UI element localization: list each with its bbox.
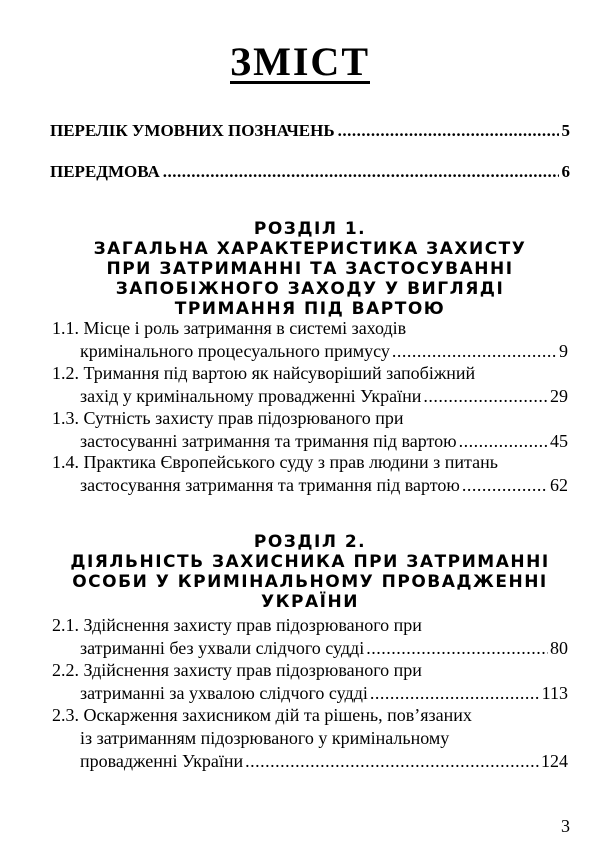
- section-heading-line: ТРИМАННЯ ПІД ВАРТОЮ: [174, 299, 446, 319]
- section-heading-line: ЗАПОБІЖНОГО ЗАХОДУ У ВИГЛЯДІ: [115, 279, 505, 299]
- page-title: ЗМІСТ: [230, 39, 370, 84]
- toc-entry-2-3: [52, 704, 568, 773]
- toc-entry-line: 2.3. Оскарження захисником дій та рішень, пов’язаних: [52, 705, 472, 725]
- dot-leader: [423, 385, 548, 408]
- toc-entry-line: захід у кримінальному провадженні України: [80, 386, 422, 406]
- toc-entry-line: застосування затримання та тримання під вартою: [80, 475, 460, 495]
- toc-entry-label: ПЕРЕЛІК УМОВНИХ ПОЗНАЧЕНЬ: [50, 121, 335, 140]
- toc-entry-page: 80: [550, 638, 568, 658]
- dot-leader: [338, 121, 559, 141]
- dot-leader: [459, 430, 548, 453]
- toc-entry-line: 2.1. Здійснення захисту прав підозрюваного при: [52, 615, 422, 635]
- toc-entry-line: 1.1. Місце і роль затримання в системі заходів: [52, 318, 407, 338]
- toc-entry-page: 6: [561, 162, 570, 181]
- section-heading-line: ЗАГАЛЬНА ХАРАКТЕРИСТИКА ЗАХИСТУ: [93, 239, 527, 259]
- toc-entry-line: затриманні за ухвалою слідчого судді: [80, 683, 368, 703]
- toc-entry-page: 45: [550, 431, 568, 451]
- section-heading-line: РОЗДІЛ 1.: [253, 219, 367, 239]
- section-heading-line: РОЗДІЛ 2.: [253, 532, 367, 552]
- toc-entry-line: 1.2. Тримання під вартою як найсуворіший запобіжний: [52, 363, 476, 383]
- toc-entry-page: 62: [550, 475, 568, 495]
- dot-leader: [163, 162, 559, 182]
- page-number: 3: [561, 816, 570, 836]
- toc-entry-line: 1.3. Сутність захисту прав підозрюваного при: [52, 408, 404, 428]
- toc-entry-page: 29: [550, 386, 568, 406]
- toc-entry-page: 9: [559, 341, 568, 361]
- dot-leader: [392, 340, 557, 363]
- toc-entry-1-3: [52, 407, 568, 453]
- toc-entry-1-4: [52, 451, 568, 497]
- toc-entry-page: 124: [541, 751, 568, 771]
- dot-leader: [370, 682, 540, 705]
- toc-entry-abbreviations: [50, 121, 570, 141]
- toc-entry-2-1: [52, 614, 568, 660]
- section-1-heading: [40, 219, 580, 319]
- toc-entry-preface: [50, 162, 570, 182]
- section-2-heading: [40, 532, 580, 612]
- dot-leader: [245, 750, 539, 773]
- toc-entry-line: затриманні без ухвали слідчого судді: [80, 638, 365, 658]
- toc-entry-label: ПЕРЕДМОВА: [50, 162, 160, 181]
- toc-entry-1-1: [52, 317, 568, 363]
- toc-entry-line: 1.4. Практика Європейського суду з прав людини з питань: [52, 452, 498, 472]
- dot-leader: [462, 474, 548, 497]
- toc-entry-1-2: [52, 362, 568, 408]
- toc-entry-line: кримінального процесуального примусу: [80, 341, 390, 361]
- section-heading-line: ДІЯЛЬНІСТЬ ЗАХИСНИКА ПРИ ЗАТРИМАННІ: [70, 552, 550, 572]
- dot-leader: [366, 637, 548, 660]
- section-heading-line: ПРИ ЗАТРИМАННІ ТА ЗАСТОСУВАННІ: [106, 259, 514, 279]
- toc-entry-2-2: [52, 659, 568, 705]
- section-heading-line: УКРАЇНИ: [261, 592, 359, 612]
- toc-entry-page: 5: [561, 121, 570, 140]
- toc-entry-line: застосуванні затримання та тримання під вартою: [80, 431, 457, 451]
- toc-entry-line: із затриманням підозрюваного у кримінальному: [80, 728, 450, 748]
- toc-entry-page: 113: [541, 683, 568, 703]
- section-heading-line: ОСОБИ У КРИМІНАЛЬНОМУ ПРОВАДЖЕННІ: [72, 572, 548, 592]
- toc-entry-line: 2.2. Здійснення захисту прав підозрюваного при: [52, 660, 422, 680]
- toc-entry-line: провадженні України: [80, 751, 244, 771]
